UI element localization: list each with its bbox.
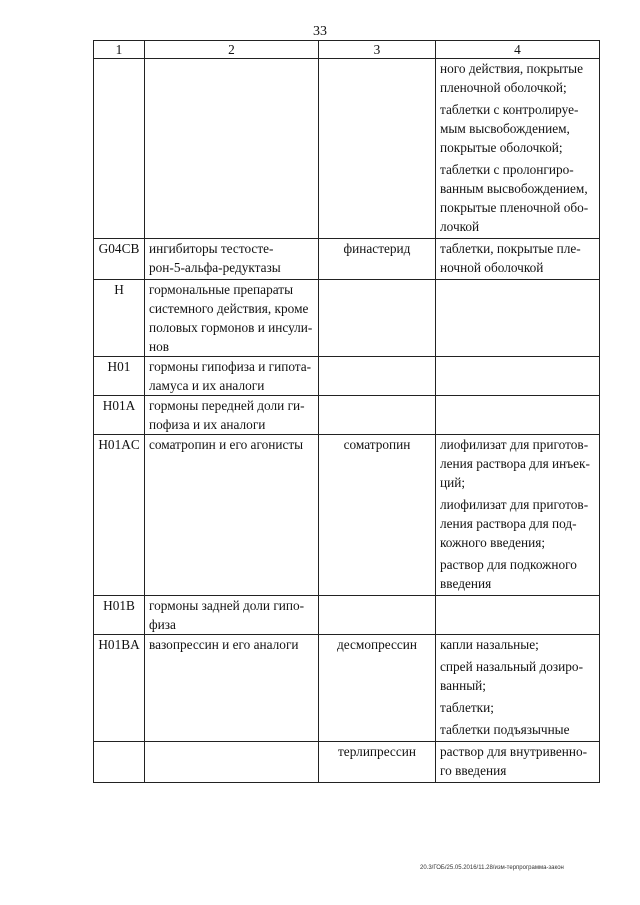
atc-code-cell: H [94,280,145,357]
table-row [94,239,600,280]
drug-name-cell [319,280,436,357]
table-row [94,59,600,239]
drug-name-cell [319,596,436,635]
drug-name-cell [319,59,436,239]
dosage-form-item: таблетки подъязычные [440,722,570,737]
drug-name-cell [319,396,436,435]
anatomical-group-cell [145,357,319,396]
atc-code-cell [94,742,145,783]
page-number: 33 [313,24,327,39]
atc-code-cell: H01A [94,396,145,435]
atc-code-cell: H01AC [94,435,145,596]
group-text: гормональные препараты системного действия, кроме половых гормонов и инсули- нов [149,282,313,354]
dosage-forms-cell [436,239,600,280]
dosage-form-item: ного действия, покрытые пленочной оболочкой; [440,61,583,95]
anatomical-group-cell [145,635,319,742]
dosage-form-item: таблетки с пролонгиро- ванным высвобождением, покрытые пленочной обо- лочкой [440,162,589,234]
group-text: вазопрессин и его аналоги [149,637,299,652]
drug-table [93,40,600,783]
document-footer: 20.3/ГОБ/25.05.2016/11.28/изм-терпрограмма-закон [420,865,564,871]
drug-name-cell: десмопрессин [319,635,436,742]
dosage-form-item: таблетки, покрытые пле- ночной оболочкой [440,241,581,275]
group-text: гормоны передней доли ги- пофиза и их аналоги [149,398,305,432]
table-row [94,742,600,783]
dosage-form-item: спрей назальный дозиро- ванный; [440,659,583,693]
table-row [94,596,600,635]
dosage-form-item: раствор для подкожного введения [440,557,577,591]
dosage-forms-cell [436,280,600,357]
group-text: гормоны задней доли гипо- физа [149,598,305,632]
dosage-forms-cell [436,596,600,635]
column-header-2: 2 [145,41,319,59]
anatomical-group-cell [145,435,319,596]
dosage-forms-cell [436,396,600,435]
dosage-form-item: таблетки; [440,700,494,715]
anatomical-group-cell [145,742,319,783]
group-text: соматропин и его агонисты [149,437,304,452]
atc-code-cell: G04CB [94,239,145,280]
atc-code-cell: H01B [94,596,145,635]
table-row [94,357,600,396]
dosage-form-item: лиофилизат для приготов- ления раствора для под- кожного введения; [440,497,589,550]
atc-code-cell: H01 [94,357,145,396]
table-row [94,396,600,435]
column-header-4: 4 [436,41,600,59]
anatomical-group-cell [145,59,319,239]
drug-name-cell [319,357,436,396]
table-row [94,435,600,596]
group-text: гормоны гипофиза и гипота- ламуса и их аналоги [149,359,312,393]
anatomical-group-cell [145,280,319,357]
atc-code-cell: H01BA [94,635,145,742]
column-header-3: 3 [319,41,436,59]
column-header-1: 1 [94,41,145,59]
dosage-forms-cell [436,435,600,596]
anatomical-group-cell [145,396,319,435]
anatomical-group-cell [145,239,319,280]
drug-name-cell: терлипрессин [319,742,436,783]
anatomical-group-cell [145,596,319,635]
table-row [94,635,600,742]
dosage-forms-cell [436,59,600,239]
dosage-forms-cell [436,357,600,396]
group-text: ингибиторы тестосте- рон-5-альфа-редуктазы [149,241,281,275]
drug-name-cell: соматропин [319,435,436,596]
dosage-form-item: лиофилизат для приготов- ления раствора для инъек- ций; [440,437,590,490]
table-row [94,280,600,357]
dosage-forms-cell [436,742,600,783]
table-header-row [94,41,600,59]
dosage-form-item: капли назальные; [440,637,539,652]
dosage-form-item: таблетки с контролируе- мым высвобождением, покрытые оболочкой; [440,102,579,155]
dosage-form-item: раствор для внутривенно- го введения [440,744,588,778]
atc-code-cell [94,59,145,239]
drug-name-cell: финастерид [319,239,436,280]
dosage-forms-cell [436,635,600,742]
